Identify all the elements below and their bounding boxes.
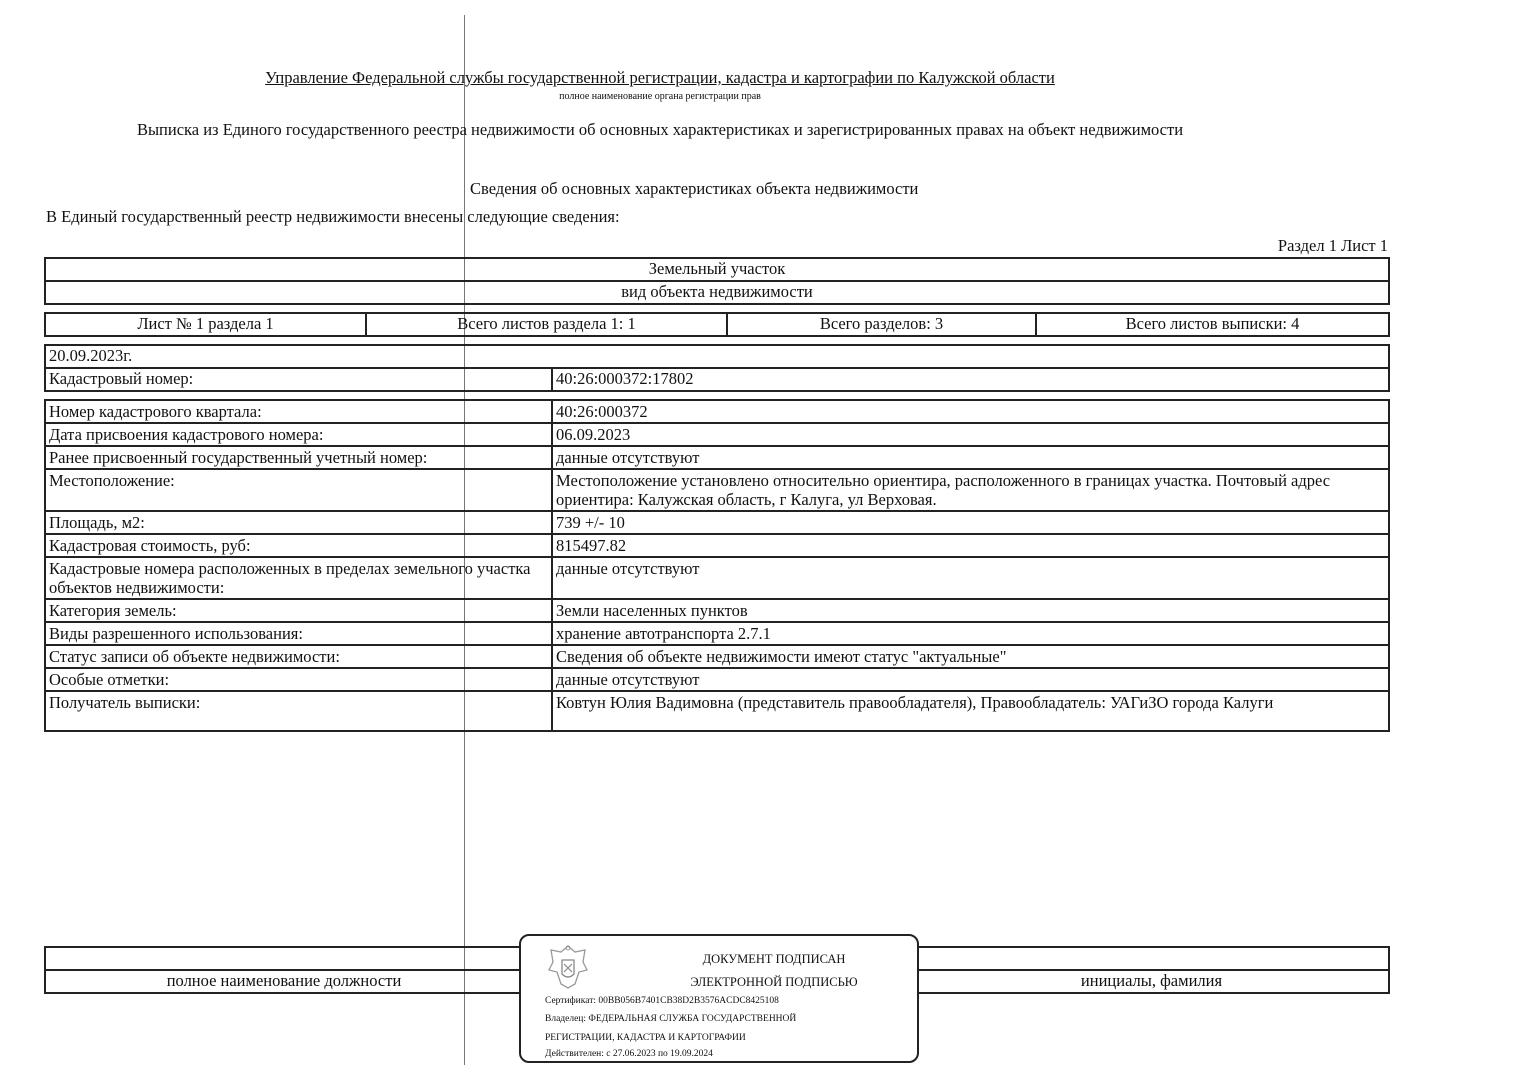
stamp-line-2: ЭЛЕКТРОННОЙ ПОДПИСЬЮ [690, 975, 858, 989]
authority-caption: полное наименование органа регистрации прав [559, 91, 761, 102]
stamp-owner-cont: РЕГИСТРАЦИИ, КАДАСТРА И КАРТОГРАФИИ [545, 1033, 746, 1043]
position-caption: полное наименование должности [45, 970, 523, 993]
row-label: Получатель выписки: [45, 691, 552, 731]
object-kind-caption: вид объекта недвижимости [45, 281, 1389, 304]
stamp-certificate: Сертификат: 00BB056B7401CB38D2B3576ACDC8425108 [545, 996, 779, 1006]
electronic-signature-stamp [519, 934, 919, 1063]
row-label: Ранее присвоенный государственный учетный номер: [45, 446, 552, 469]
section-sheet-reference: Раздел 1 Лист 1 [1277, 236, 1388, 255]
table-row [45, 645, 1389, 668]
row-value: данные отсутствуют [552, 557, 1389, 599]
row-value: 06.09.2023 [552, 423, 1389, 446]
row-label: Кадастровая стоимость, руб: [45, 534, 552, 557]
sheets-info-table [44, 312, 1390, 337]
registration-authority: Управление Федеральной службы государственной регистрации, кадастра и картографии по Калужской области [265, 68, 1055, 87]
total-sections: Всего разделов: 3 [727, 313, 1036, 336]
row-label: Площадь, м2: [45, 511, 552, 534]
row-label: Кадастровые номера расположенных в пределах земельного участка объектов недвижимости: [45, 557, 552, 599]
table-row [45, 557, 1389, 599]
stamp-owner: Владелец: ФЕДЕРАЛЬНАЯ СЛУЖБА ГОСУДАРСТВЕННОЙ [545, 1014, 797, 1024]
row-value: хранение автотранспорта 2.7.1 [552, 622, 1389, 645]
table-row [45, 691, 1389, 731]
row-value: данные отсутствуют [552, 668, 1389, 691]
row-label: Особые отметки: [45, 668, 552, 691]
table-row [45, 668, 1389, 691]
table-row [45, 423, 1389, 446]
document-title: Выписка из Единого государственного реестра недвижимости об основных характеристиках и зарегистрированных правах на объект недвижимости [136, 120, 1184, 139]
extract-date: 20.09.2023г. [45, 345, 1389, 368]
row-value: Ковтун Юлия Вадимовна (представитель правообладателя), Правообладатель: УАГиЗО города Калуги [552, 691, 1389, 731]
row-value: Местоположение установлено относительно ориентира, расположенного в границах участка. Почтовый адрес ориентира: Калужская область, г Калуга, ул Верховая. [552, 469, 1389, 511]
table-row [45, 622, 1389, 645]
table-row [45, 511, 1389, 534]
table-row [45, 534, 1389, 557]
row-value: Сведения об объекте недвижимости имеют статус "актуальные" [552, 645, 1389, 668]
stamp-line-1: ДОКУМЕНТ ПОДПИСАН [702, 952, 846, 966]
stamp-validity: Действителен: с 27.06.2023 по 19.09.2024 [545, 1049, 713, 1059]
row-value: данные отсутствуют [552, 446, 1389, 469]
row-value: Земли населенных пунктов [552, 599, 1389, 622]
sheet-number: Лист № 1 раздела 1 [45, 313, 366, 336]
table-row [45, 446, 1389, 469]
row-label: Статус записи об объекте недвижимости: [45, 645, 552, 668]
object-kind-value: Земельный участок [45, 258, 1389, 281]
row-value: 40:26:000372 [552, 400, 1389, 423]
table-row [45, 599, 1389, 622]
cadastral-number-label: Кадастровый номер: [45, 368, 552, 391]
position-field [45, 947, 523, 970]
intro-text: В Единый государственный реестр недвижимости внесены следующие сведения: [46, 207, 620, 226]
row-label: Местоположение: [45, 469, 552, 511]
table-row [45, 400, 1389, 423]
row-value: 815497.82 [552, 534, 1389, 557]
total-section-sheets: Всего листов раздела 1: 1 [366, 313, 727, 336]
cadastral-number-table [44, 344, 1390, 392]
characteristics-table [44, 399, 1390, 732]
section-heading: Сведения об основных характеристиках объекта недвижимости [470, 179, 919, 198]
name-field [914, 947, 1389, 970]
total-extract-sheets: Всего листов выписки: 4 [1036, 313, 1389, 336]
row-label: Дата присвоения кадастрового номера: [45, 423, 552, 446]
object-kind-table [44, 257, 1390, 305]
row-label: Номер кадастрового квартала: [45, 400, 552, 423]
row-value: 739 +/- 10 [552, 511, 1389, 534]
cadastral-number-value: 40:26:000372:17802 [552, 368, 1389, 391]
name-caption: инициалы, фамилия [914, 970, 1389, 993]
row-label: Виды разрешенного использования: [45, 622, 552, 645]
table-row [45, 469, 1389, 511]
row-label: Категория земель: [45, 599, 552, 622]
